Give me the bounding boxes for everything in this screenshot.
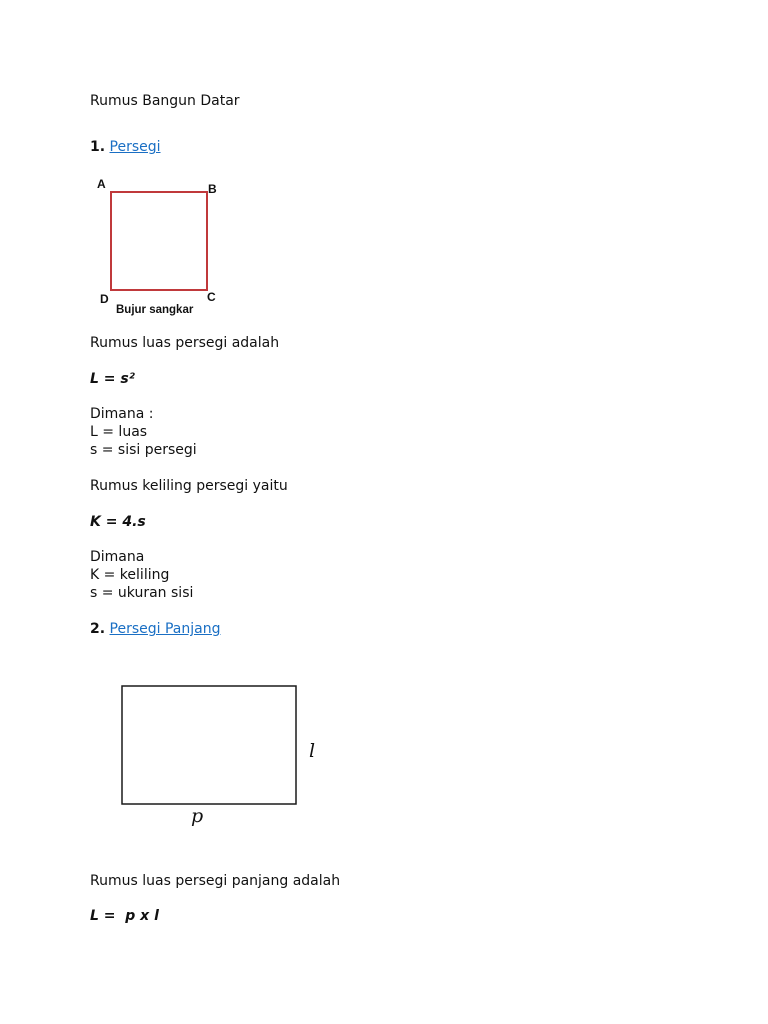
square-perimeter-definitions	[90, 548, 193, 602]
persegi-link[interactable]: Persegi	[109, 139, 161, 155]
square-perimeter-where: Dimana	[90, 549, 145, 565]
square-area-formula: L = s²	[90, 371, 135, 387]
square-area-def-l: L = luas	[90, 424, 148, 440]
rectangle-area-formula: L = p x l	[90, 908, 159, 924]
vertex-c-label: C	[207, 290, 216, 304]
rectangle-shape	[122, 686, 296, 804]
square-area-where: Dimana :	[90, 406, 154, 422]
document-title: Rumus Bangun Datar	[90, 93, 240, 109]
section-2-heading	[90, 620, 220, 638]
square-perimeter-def-s: s = ukuran sisi	[90, 585, 194, 601]
vertex-a-label: A	[97, 177, 106, 191]
vertex-d-label: D	[100, 292, 109, 306]
rectangle-diagram	[118, 682, 328, 830]
square-figure	[94, 175, 234, 320]
square-area-definitions	[90, 405, 197, 459]
square-shape	[111, 192, 207, 290]
rectangle-bottom-label: p	[191, 805, 204, 827]
rectangle-area-intro: Rumus luas persegi panjang adalah	[90, 873, 341, 889]
section-1-number: 1.	[90, 139, 106, 155]
square-area-intro: Rumus luas persegi adalah	[90, 335, 280, 351]
section-2-number: 2.	[90, 621, 106, 637]
rectangle-figure	[118, 682, 328, 830]
vertex-b-label: B	[208, 182, 217, 196]
rectangle-side-label: l	[309, 740, 316, 762]
square-perimeter-formula: K = 4.s	[90, 514, 146, 530]
square-perimeter-def-k: K = keliling	[90, 567, 170, 583]
square-area-def-s: s = sisi persegi	[90, 442, 197, 458]
persegi-panjang-link[interactable]: Persegi Panjang	[109, 621, 221, 637]
section-1-heading	[90, 138, 161, 156]
square-perimeter-intro: Rumus keliling persegi yaitu	[90, 478, 288, 494]
square-caption: Bujur sangkar	[116, 304, 194, 316]
